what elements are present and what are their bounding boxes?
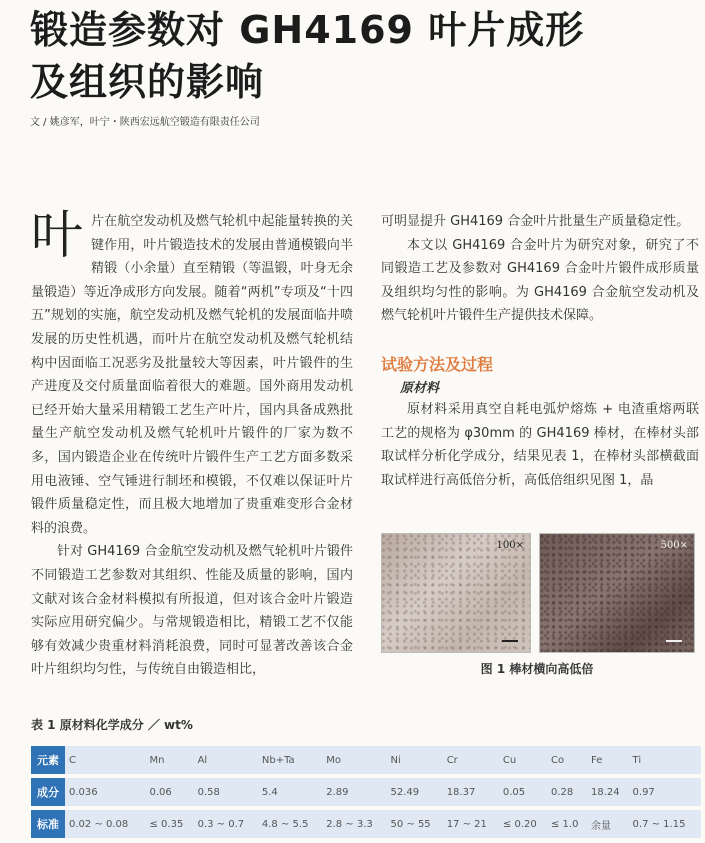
table-cell: Fe xyxy=(591,754,603,766)
scale-bar xyxy=(502,640,518,642)
table-cell: 0.7 ~ 1.15 xyxy=(632,818,686,830)
table-cell: Cr xyxy=(446,754,458,766)
table-cell: 52.49 xyxy=(390,786,420,798)
table-cell: Cu xyxy=(502,754,517,766)
right-column-bottom xyxy=(381,398,699,492)
table-cell: 0.05 xyxy=(502,786,526,798)
title-line-1: 锻造参数对 GH4169 叶片成形 xyxy=(30,8,585,52)
table-cell: 4.8 ~ 5.5 xyxy=(261,818,309,830)
article-title xyxy=(30,4,670,108)
table-cell: Ti xyxy=(632,754,642,766)
right-column-top xyxy=(381,210,699,328)
paragraph-5: 原材料采用真空自耗电弧炉熔炼 + 电渣重熔两联工艺的规格为 φ30mm 的 GH4169 棒材，在棒材头部取试样分析化学成分，结果见表 1，在棒材头部横截面取试样进行高低倍分析，高低倍组织见图 1，晶 xyxy=(381,402,699,488)
table-row xyxy=(31,746,701,774)
table-cell: 2.8 ~ 3.3 xyxy=(326,818,373,830)
table-caption: 表 1 原材料化学成分 ／ wt% xyxy=(31,718,193,732)
table-cell: Al xyxy=(197,754,208,766)
table-cell: Co xyxy=(551,754,565,766)
intro-text: 片在航空发动机及燃气轮机中起能量转换的关键作用，叶片锻造技术的发展由普通模锻向半精锻（小余量）直至精锻（等温锻，叶身无余量锻造）等近净成形方向发展。随着“两机”专项及“十四五”规划的实施，航空发动机及燃气轮机的发展面临井喷发展的历史性机遇，而叶片在航空发动机及燃气轮机结构中因面临工况恶劣及批量较大等因素，叶片锻件的生产进度及交付质量面临着很大的难题。国外商用发动机已经开始大量采用精锻工艺生产叶片，国内具备成熟批量生产航空发动机及燃气轮机叶片锻件的厂家为数不多，国内锻造企业在传统叶片锻件生产工艺方面多数采用电液锤、空气锤进行制坯和模锻，不仅难以保证叶片锻件质量稳定性，而且极大地增加了贵重难变形合金材料的浪费。 xyxy=(31,214,353,536)
table-cell: ≤ 1.0 xyxy=(551,818,579,830)
table-cell: Nb+Ta xyxy=(261,754,295,766)
row-header: 成分 xyxy=(31,778,65,806)
micrograph-high-magnification xyxy=(539,533,695,653)
magnification-label: 100× xyxy=(496,540,524,551)
table-cell: Ni xyxy=(390,754,401,766)
table-cell: Mn xyxy=(149,754,165,766)
chemical-composition-table xyxy=(31,742,701,842)
table-cell: C xyxy=(69,754,76,766)
table-cell: 0.58 xyxy=(197,786,220,798)
byline: 文 / 姚彦军，叶宁・陕西宏远航空锻造有限责任公司 xyxy=(30,117,260,128)
intro-paragraph xyxy=(31,206,353,540)
table-cell: 0.036 xyxy=(69,786,98,798)
paragraph-2: 针对 GH4169 合金航空发动机及燃气轮机叶片锻件不同锻造工艺参数对其组织、性能及质量的影响，国内文献对该合金材料模拟有所报道，但对该合金叶片锻造实际应用研究偏少。与常规锻造相比，精锻工艺不仅能够有效减少贵重材料消耗浪费，同时可显著改善该合金叶片组织均匀性，与传统自由锻造相比， xyxy=(31,544,353,678)
sub-heading: 原材料 xyxy=(400,381,440,396)
table-cell: 0.3 ~ 0.7 xyxy=(197,818,245,830)
micrograph-low-magnification xyxy=(381,533,531,653)
magnification-label: 500× xyxy=(660,540,688,551)
scale-bar xyxy=(666,640,682,642)
dropcap: 叶 xyxy=(31,206,84,266)
table-cell: 0.97 xyxy=(632,786,655,798)
paragraph-3: 可明显提升 GH4169 合金叶片批量生产质量稳定性。 xyxy=(381,214,690,229)
section-heading: 试验方法及过程 xyxy=(381,355,494,374)
table-cell: ≤ 0.35 xyxy=(149,818,184,830)
table-row xyxy=(31,810,701,838)
table-cell: 0.28 xyxy=(551,786,574,798)
table-row xyxy=(31,778,701,806)
table-cell: 2.89 xyxy=(326,786,349,798)
paragraph-4: 本文以 GH4169 合金叶片为研究对象，研究了不同锻造工艺及参数对 GH4169 合金叶片锻件成形质量及组织均匀性的影响。为 GH4169 合金航空发动机及燃气轮机叶片锻件生产提供技术保障。 xyxy=(381,237,699,324)
table-cell: 0.06 xyxy=(149,786,172,798)
table-cell: 18.37 xyxy=(446,786,476,798)
row-header: 元素 xyxy=(31,746,65,774)
figure-caption: 图 1 棒材横向高低倍 xyxy=(480,662,594,676)
table-cell: ≤ 0.20 xyxy=(502,818,537,830)
left-column xyxy=(31,206,353,682)
table-cell: 17 ~ 21 xyxy=(446,818,487,830)
table-cell: 0.02 ~ 0.08 xyxy=(69,818,129,830)
table-cell: 余量 xyxy=(591,820,612,832)
table-cell: 50 ~ 55 xyxy=(390,818,431,830)
title-line-2: 及组织的影响 xyxy=(30,60,265,104)
table-cell: 18.24 xyxy=(591,786,620,798)
row-header: 标准 xyxy=(31,810,65,838)
table-cell: Mo xyxy=(326,754,341,766)
table-cell: 5.4 xyxy=(261,786,278,798)
